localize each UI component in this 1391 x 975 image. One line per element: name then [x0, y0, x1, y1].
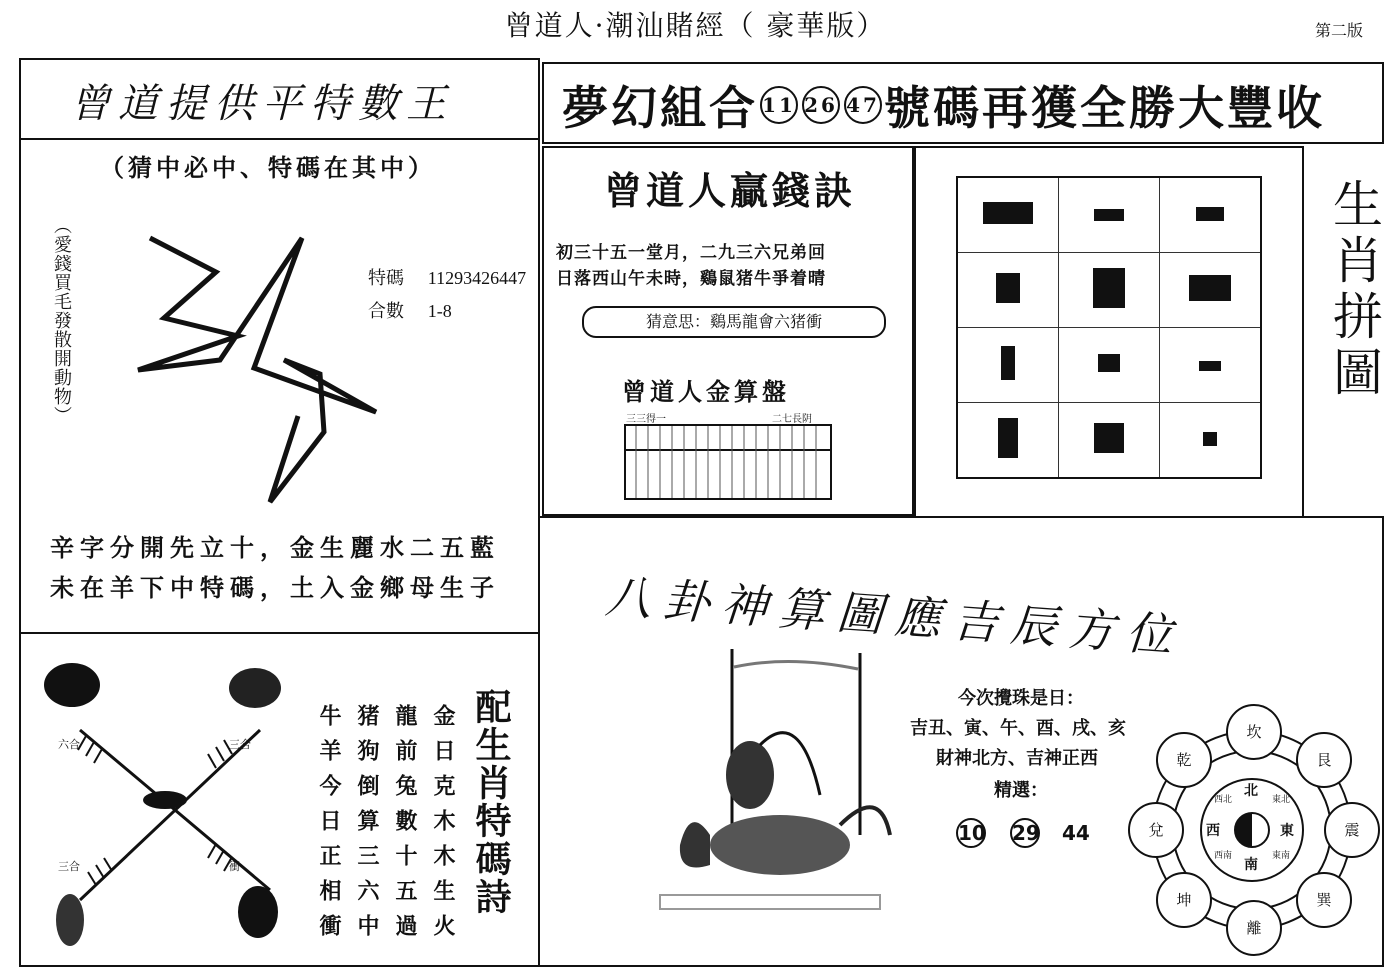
- zodiac-puzzle-grid: [956, 176, 1262, 479]
- sum-value: 1-8: [427, 301, 452, 321]
- money-title: 曾道人贏錢訣: [604, 168, 857, 213]
- pair-label-liuhe: 六合: [58, 738, 80, 751]
- trigram-kan: 坎: [1226, 704, 1282, 760]
- puzzle-piece: [1160, 177, 1262, 253]
- pick-numbers: [954, 818, 1090, 848]
- banner-left-text: 夢幻組合: [562, 81, 758, 135]
- gods-direction: 財神北方、吉神正西: [936, 748, 1098, 769]
- direction-southwest: 西南: [1214, 851, 1233, 861]
- pairing-title: 配生肖特碼詩: [470, 688, 512, 916]
- pairing-column-3: 龍前兔數十五過: [392, 704, 418, 949]
- direction-east: 東: [1280, 823, 1294, 839]
- page-title: 曾道人·潮汕賭經（ 豪華版）: [504, 9, 887, 42]
- money-line-2: 日落西山午未時，鷄鼠猪牛爭着晴: [556, 269, 826, 289]
- abacus-title: 曾道人金算盤: [622, 377, 790, 406]
- trigram-qian: 乾: [1156, 732, 1212, 788]
- direction-north: 北: [1244, 783, 1258, 799]
- draw-day-label: 今次攪珠是日：: [958, 688, 1084, 709]
- pick-label: 精選：: [994, 780, 1048, 801]
- puzzle-piece: [1160, 253, 1262, 328]
- puzzle-piece: [957, 253, 1059, 328]
- banner-right-text: 號碼再獲全勝大豐收: [884, 81, 1325, 135]
- pairing-column-1: 牛羊今日正相衝: [316, 704, 342, 949]
- riddle-line-1: 辛字分開先立十，金生麗水二五藍: [50, 533, 500, 562]
- trigram-dui: 兌: [1128, 802, 1184, 858]
- riddle-line-2: 未在羊下中特碼，土入金鄉母生子: [50, 573, 500, 602]
- pick-number-2: 29: [1010, 818, 1040, 848]
- banner-number-3: 47: [844, 86, 882, 124]
- zodiac-puzzle-title: 生肖拼圖: [1325, 178, 1383, 402]
- left-subtitle: （猜中必中、特碼在其中）: [100, 153, 436, 182]
- vertical-note: （愛錢買毛發散開動物）: [51, 216, 72, 425]
- banner: [562, 72, 1325, 138]
- abacus-drawing: [624, 424, 832, 500]
- puzzle-piece: [1059, 328, 1160, 403]
- puzzle-piece: [1059, 253, 1160, 328]
- draw-days: 吉丑、寅、午、酉、戌、亥: [910, 718, 1126, 739]
- puzzle-piece: [1160, 403, 1262, 479]
- puzzle-character-drawing: [120, 220, 410, 520]
- pairing-column-2: 猪狗倒算三六中: [354, 704, 380, 949]
- banner-number-1: 11: [760, 86, 798, 124]
- special-code-value: 11293426447: [427, 268, 527, 288]
- sum-label: 合數: [368, 301, 404, 322]
- bagua-title: 八卦神算圖應吉辰方位: [603, 568, 1186, 664]
- direction-northeast: 東北: [1272, 795, 1291, 805]
- divider: [21, 138, 538, 140]
- puzzle-piece: [957, 403, 1059, 479]
- banner-number-2: 26: [802, 86, 840, 124]
- puzzle-piece: [1059, 403, 1160, 479]
- pick-number-3: 44: [1062, 821, 1090, 845]
- yin-yang-icon: [1234, 812, 1270, 848]
- pair-label-chong: 衝: [229, 860, 240, 873]
- general-on-horse-drawing: [650, 645, 900, 945]
- direction-northwest: 西北: [1214, 795, 1233, 805]
- trigram-zhen: 震: [1324, 802, 1380, 858]
- direction-southeast: 東南: [1272, 851, 1291, 861]
- special-code-label: 特碼: [368, 268, 404, 289]
- pick-number-1: 10: [956, 818, 986, 848]
- puzzle-piece: [957, 177, 1059, 253]
- trigram-kun: 坤: [1156, 872, 1212, 928]
- trigram-gen: 艮: [1296, 732, 1352, 788]
- abacus-right-label: 二七長阴: [772, 414, 812, 425]
- puzzle-piece: [1160, 328, 1262, 403]
- trigram-xun: 巽: [1296, 872, 1352, 928]
- bagua-wheel: [1126, 704, 1378, 956]
- puzzle-piece: [1059, 177, 1160, 253]
- pair-label-sanhe-2: 三合: [58, 860, 80, 873]
- zodiac-cross-drawing: [30, 650, 300, 950]
- money-meaning: 猜意思：鷄馬龍會六猪衝: [582, 306, 886, 338]
- edition-label: 第二版: [1314, 21, 1363, 40]
- puzzle-piece: [957, 328, 1059, 403]
- money-line-1: 初三十五一堂月，二九三六兄弟回: [556, 243, 826, 263]
- pair-label-sanhe-1: 三合: [229, 738, 251, 751]
- pairing-column-4: 金日克木木生火: [430, 704, 456, 949]
- abacus-left-label: 三三得一: [626, 414, 666, 425]
- left-title: 曾道提供平特數王: [70, 81, 454, 127]
- trigram-li: 離: [1226, 900, 1282, 956]
- direction-south: 南: [1244, 857, 1258, 873]
- direction-west: 西: [1206, 823, 1220, 839]
